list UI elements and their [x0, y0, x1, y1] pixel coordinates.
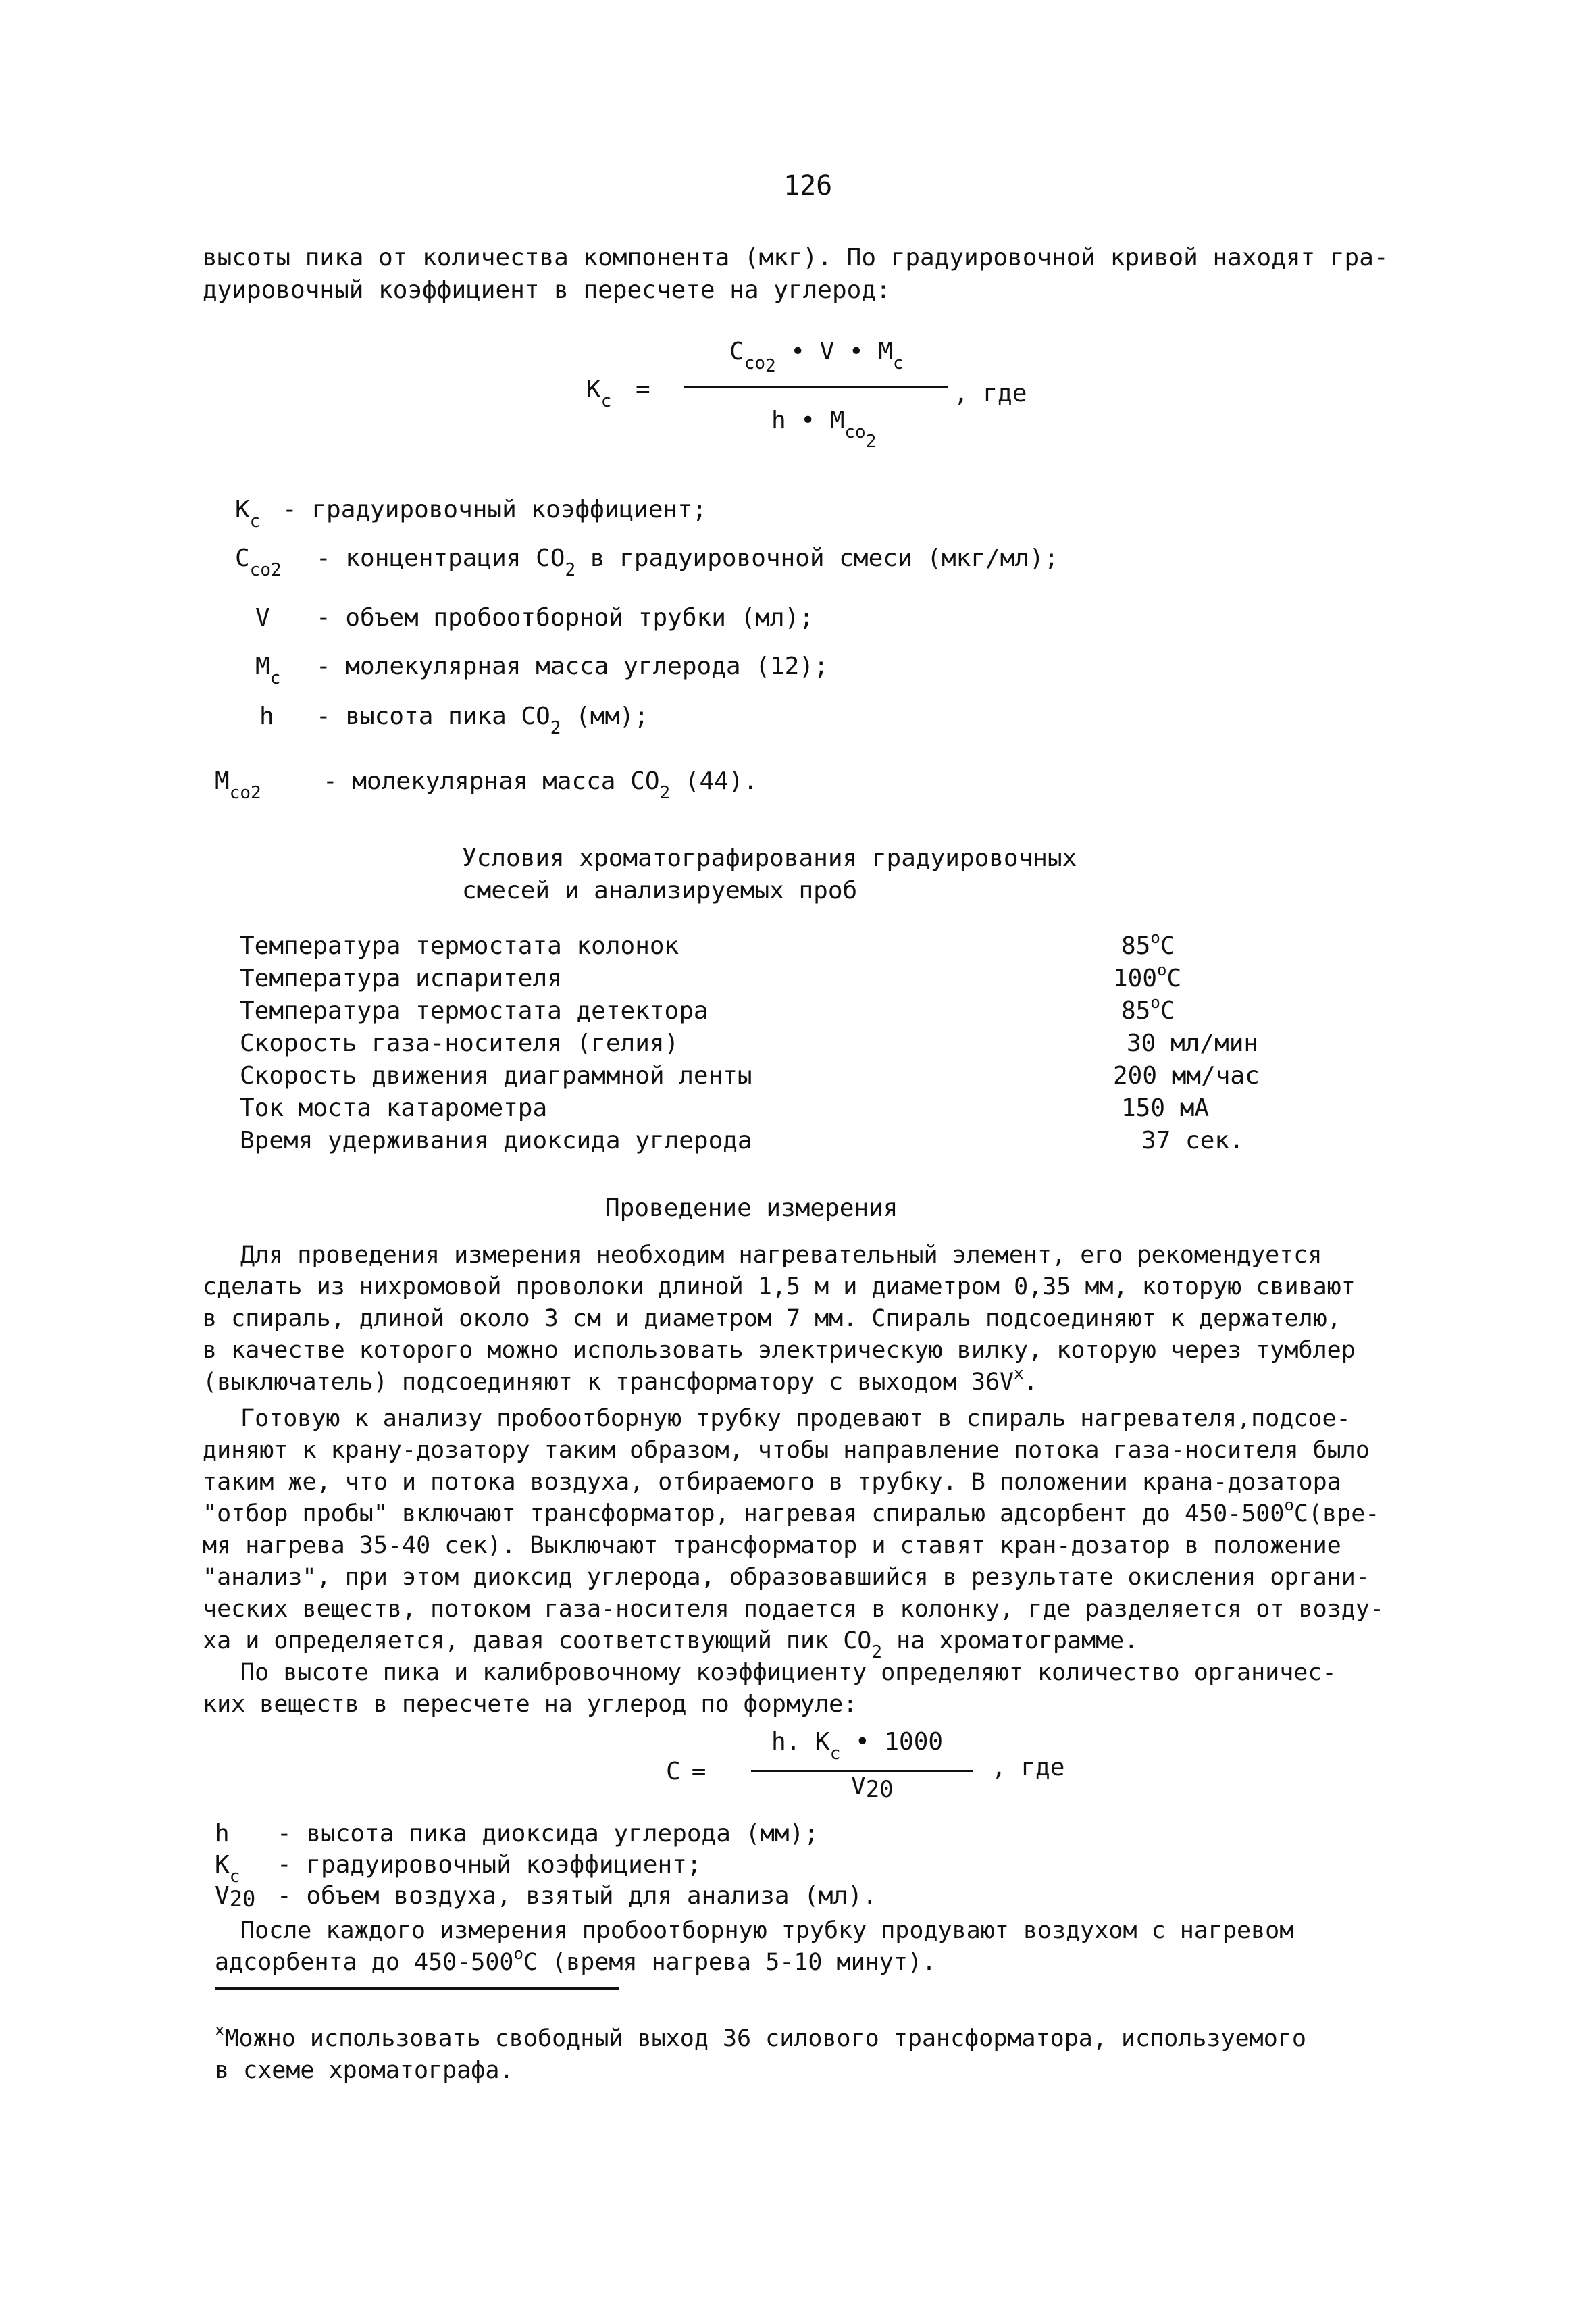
footnote-separator [215, 1987, 619, 1990]
def-symbol: V [255, 604, 270, 632]
fraction-bar [684, 386, 948, 388]
formula-denominator: V20 [851, 1773, 894, 1803]
formula-lhs: C = [666, 1758, 706, 1785]
footnote [215, 2020, 1306, 2089]
measurement-paragraph-1 [203, 1242, 1356, 1400]
text-line: мя нагрева 35-40 сек). Выключают трансформатор и ставят кран-дозатор в положение [203, 1532, 1341, 1559]
condition-value: 150 мА [1121, 1094, 1210, 1122]
formula-lhs: $K_c$ = [586, 376, 650, 411]
condition-label: Температура термостата детектора [240, 997, 709, 1025]
formula-suffix: , где [954, 380, 1027, 407]
def-text: - объем воздуха, взятый для анализа (мл). [277, 1882, 877, 1910]
def-text: - градуировочный коэффициент; [277, 1851, 702, 1879]
intro-line: дуировочный коэффициент в пересчете на углерод: [203, 276, 891, 304]
text-line: сделать из нихромовой проволоки длиной 1,5 м и диаметром 0,35 мм, которую свивают [203, 1273, 1356, 1300]
conditions-heading: смесей и анализируемых проб [462, 877, 858, 905]
condition-label: Ток моста катарометра [240, 1094, 548, 1122]
def-symbol: h [259, 703, 274, 730]
def-symbol: $M_c$ [255, 653, 281, 688]
text-line: "отбор пробы" включают трансформатор, нагревая спиралью адсорбент до 450-500$^o$C(вре- [203, 1496, 1380, 1527]
def-text: - молекулярная масса $CO_2$ (44). [323, 767, 758, 803]
text-line: ких веществ в пересчете на углерод по формуле: [203, 1691, 858, 1718]
formula-suffix: , где [992, 1754, 1065, 1781]
page-number: 126 [783, 170, 833, 201]
footnote-mark: x [215, 2020, 225, 2039]
def-text: - высота пика диоксида углерода (мм); [277, 1820, 819, 1848]
def-text: - градуировочный коэффициент; [282, 496, 707, 524]
formula-numerator: h. $K_c$ • 1000 [771, 1728, 944, 1764]
condition-label: Скорость газа-носителя (гелия) [240, 1030, 679, 1057]
def-text: - высота пика $CO_2$ (мм); [316, 703, 649, 738]
def-text: - концентрация $CO_2$ в градуировочной смеси (мкг/мл); [316, 544, 1059, 580]
text-line: таким же, что и потока воздуха, отбираемого в трубку. В положении крана-дозатора [203, 1469, 1341, 1496]
final-paragraph [215, 1917, 1293, 1981]
conditions-heading: Условия хроматографирования градуировочных [462, 844, 1077, 872]
text-line: диняют к крану-дозатору таким образом, чтобы направление потока газа-носителя было [203, 1437, 1370, 1464]
measurement-paragraph-2 [203, 1405, 1384, 1723]
footnote-mark: x [1014, 1364, 1024, 1383]
condition-value: 200 мм/час [1113, 1062, 1260, 1090]
text-line: Готовую к анализу пробоотборную трубку продевают в спираль нагревателя,подсое- [240, 1405, 1351, 1432]
def-symbol: h [215, 1820, 230, 1848]
condition-label: Температура испарителя [240, 965, 562, 992]
formula-numerator: $C_{co2}$ • V • $M_c$ [729, 338, 904, 376]
text-line: в схеме хроматографа. [215, 2057, 514, 2084]
def-symbol: V20 [215, 1882, 256, 1912]
def-symbol: $C_{co2}$ [235, 544, 282, 580]
condition-label: Время удерживания диоксида углерода [240, 1127, 752, 1154]
def-symbol: $M_{co2}$ [215, 767, 261, 803]
text-line: Для проведения измерения необходим нагревательный элемент, его рекомендуется [240, 1242, 1322, 1269]
fraction-bar [751, 1770, 973, 1772]
measurement-heading: Проведение измерения [605, 1194, 898, 1222]
condition-value: 30 мл/мин [1127, 1030, 1259, 1057]
condition-value: 85$^o$C [1121, 928, 1175, 960]
condition-label: Температура термостата колонок [240, 932, 679, 960]
def-text: - молекулярная масса углерода (12); [316, 653, 829, 680]
text-line: (выключатель) подсоединяют к трансформатору с выходом $36V^x$. [203, 1364, 1038, 1396]
condition-value: 37 сек. [1141, 1127, 1244, 1154]
text-line: в спираль, длиной около 3 см и диаметром 7 мм. Спираль подсоединяют к держателю, [203, 1305, 1341, 1332]
def-symbol: $K_c$ [215, 1851, 240, 1887]
def-symbol: $K_c$ [235, 496, 261, 532]
text-line: "анализ", при этом диоксид углерода, образовавшийся в результате окисления органи- [203, 1564, 1370, 1591]
text-line: адсорбента до 450-500$^o$C (время нагрева 5-10 минут). [215, 1944, 937, 1976]
formula-denominator: h • $M_{co2}$ [771, 407, 877, 452]
text-line: в качестве которого можно использовать электрическую вилку, которую через тумблер [203, 1337, 1356, 1364]
intro-line: высоты пика от количества компонента (мкг). По градуировочной кривой находят гра- [203, 244, 1389, 272]
text-line: ха и определяется, давая соответствующий пик $CO_2$ на хроматограмме. [203, 1627, 1139, 1662]
intro-paragraph [203, 242, 1389, 307]
def-text: - объем пробоотборной трубки (мл); [316, 604, 814, 632]
text-line: $^x$Можно использовать свободный выход 36 силового трансформатора, используемого [215, 2020, 1306, 2052]
condition-label: Скорость движения диаграммной ленты [240, 1062, 752, 1090]
text-line: По высоте пика и калибровочному коэффициенту определяют количество органичес- [240, 1659, 1337, 1686]
condition-value: 85$^o$C [1121, 993, 1175, 1025]
text-line: После каждого измерения пробоотборную трубку продувают воздухом с нагревом [240, 1917, 1294, 1944]
text-line: ческих веществ, потоком газа-носителя подается в колонку, где разделяется от возду- [203, 1596, 1384, 1623]
condition-value: 100$^o$C [1113, 961, 1182, 992]
